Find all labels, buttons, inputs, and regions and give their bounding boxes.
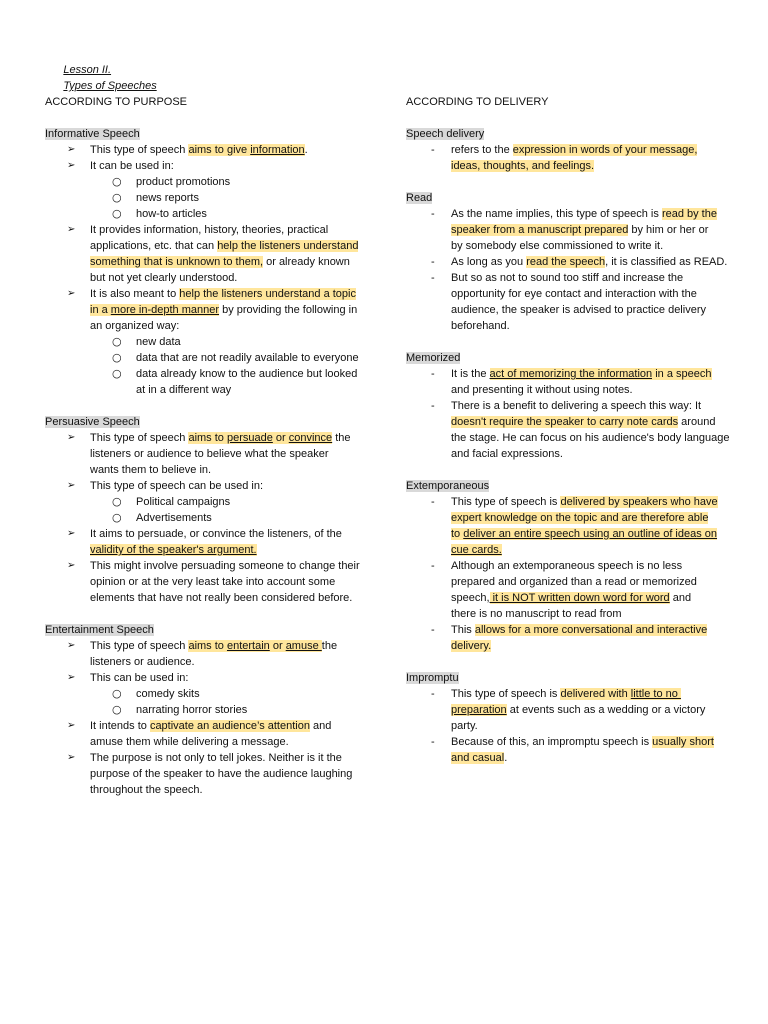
text-line — [451, 206, 746, 222]
text-line — [90, 462, 385, 478]
column-according-to-delivery — [406, 94, 746, 782]
section-title-row — [406, 126, 746, 142]
section-title: Read — [406, 192, 433, 204]
text-line — [451, 366, 746, 382]
text-segment: speech, — [451, 592, 490, 604]
highlighted-text: in a speech — [652, 368, 712, 380]
highlighted-underlined-text: convince — [288, 432, 333, 444]
bullet-item — [406, 398, 746, 462]
section-title-row — [406, 478, 746, 494]
text-line — [451, 526, 746, 542]
text-segment: news reports — [136, 192, 199, 204]
section-title: Entertainment Speech — [45, 624, 154, 636]
text-segment: The purpose is not only to tell jokes. Neither is it the — [90, 752, 342, 764]
text-segment: Political campaigns — [136, 496, 231, 508]
highlighted-text: speaker from a manuscript prepared — [451, 224, 629, 236]
dash-bullet-icon: - — [431, 736, 435, 748]
bullet-item — [45, 510, 385, 526]
text-line — [451, 254, 746, 270]
circle-bullet-icon: ○ — [112, 175, 122, 188]
highlighted-text: aims to — [188, 432, 227, 444]
text-segment: As the name implies, this type of speech is — [451, 208, 662, 220]
text-line — [90, 638, 385, 654]
dash-bullet-icon: - — [431, 624, 435, 636]
dash-bullet-icon: - — [431, 272, 435, 284]
circle-bullet-icon: ○ — [112, 207, 122, 220]
text-segment: elements that have not really been considered before. — [90, 592, 353, 604]
section-title-row — [45, 126, 385, 142]
text-line — [90, 238, 385, 254]
bullet-item — [45, 334, 385, 350]
highlighted-text: delivery. — [451, 640, 492, 652]
text-segment: refers to the — [451, 144, 513, 156]
text-line — [90, 670, 385, 686]
text-segment: the — [332, 432, 351, 444]
bullet-item — [406, 142, 746, 174]
text-line — [451, 270, 746, 286]
text-line — [136, 350, 385, 366]
column-heading: ACCORDING TO PURPOSE — [45, 96, 188, 108]
text-line — [90, 318, 385, 334]
text-segment: an organized way: — [90, 320, 180, 332]
text-segment: purpose of the speaker to have the audience laughing — [90, 768, 353, 780]
text-line — [90, 446, 385, 462]
text-line — [451, 286, 746, 302]
section-title: Speech delivery — [406, 128, 485, 140]
circle-bullet-icon: ○ — [112, 511, 122, 524]
bullet-item — [45, 494, 385, 510]
text-segment: But so as not to sound too stiff and increase the — [451, 272, 684, 284]
section-title: Persuasive Speech — [45, 416, 140, 428]
text-line — [136, 702, 385, 718]
text-line — [451, 686, 746, 702]
text-line — [90, 142, 385, 158]
dash-bullet-icon: - — [431, 208, 435, 220]
text-segment: audience, the speaker is advised to practice delivery — [451, 304, 706, 316]
text-line — [136, 334, 385, 350]
text-line — [451, 158, 746, 174]
arrow-bullet-icon: ➢ — [67, 752, 76, 763]
bullet-item — [45, 558, 385, 606]
section-informative-speech — [45, 126, 385, 398]
section-title-row — [406, 190, 746, 206]
highlighted-text: and casual — [451, 752, 505, 764]
arrow-bullet-icon: ➢ — [67, 480, 76, 491]
text-segment: . — [304, 144, 308, 156]
section-title-row — [406, 350, 746, 366]
section-impromptu — [406, 670, 746, 766]
highlighted-text: read by the — [661, 208, 717, 220]
text-line — [451, 510, 746, 526]
arrow-bullet-icon: ➢ — [67, 288, 76, 299]
text-segment: It is also meant to — [90, 288, 180, 300]
text-line — [451, 606, 746, 622]
highlighted-text: or — [272, 432, 289, 444]
bullet-item — [45, 638, 385, 670]
bullet-item — [45, 750, 385, 798]
circle-bullet-icon: ○ — [112, 703, 122, 716]
document-page — [0, 46, 768, 1006]
text-segment: There is a benefit to delivering a speech this way: It — [451, 400, 702, 412]
section-title: Impromptu — [406, 672, 459, 684]
text-line — [451, 718, 746, 734]
bullet-item — [45, 174, 385, 190]
circle-bullet-icon: ○ — [112, 687, 122, 700]
dash-bullet-icon: - — [431, 560, 435, 572]
text-segment: It can be used in: — [90, 160, 174, 172]
circle-bullet-icon: ○ — [112, 351, 122, 364]
bullet-item — [406, 206, 746, 254]
text-line — [136, 494, 385, 510]
text-segment: applications, etc. that can — [90, 240, 218, 252]
bullet-item — [45, 350, 385, 366]
text-line — [451, 542, 746, 558]
text-segment: Although an extemporaneous speech is no less — [451, 560, 683, 572]
text-line — [451, 574, 746, 590]
text-segment: amuse them while delivering a message. — [90, 736, 289, 748]
bullet-item — [45, 526, 385, 558]
dash-bullet-icon: - — [431, 400, 435, 412]
text-segment: by providing the following in — [219, 304, 358, 316]
highlighted-underlined-text: cue cards. — [451, 544, 502, 556]
text-line — [451, 734, 746, 750]
text-segment: This might involve persuading someone to change their — [90, 560, 360, 572]
text-segment: data already know to the audience but looked — [136, 368, 358, 380]
text-line — [451, 398, 746, 414]
highlighted-underlined-text: preparation — [451, 704, 507, 716]
text-line — [90, 430, 385, 446]
bullet-item — [45, 190, 385, 206]
text-line — [451, 318, 746, 334]
highlighted-text: doesn't require the speaker to carry note cards — [451, 416, 679, 428]
highlighted-underlined-text: it is NOT written down word for word — [489, 592, 670, 604]
text-segment: at in a different way — [136, 384, 232, 396]
dash-bullet-icon: - — [431, 368, 435, 380]
text-segment: product promotions — [136, 176, 231, 188]
highlighted-text: read the speech — [526, 256, 606, 268]
text-segment: prepared and organized than a read or memorized — [451, 576, 697, 588]
text-segment: and — [669, 592, 692, 604]
text-segment: there is no manuscript to read from — [451, 608, 622, 620]
text-segment: As long as you — [451, 256, 527, 268]
highlighted-text: aims to — [188, 640, 227, 652]
text-line — [451, 750, 746, 766]
bullet-item — [45, 718, 385, 750]
text-segment: It provides information, history, theories, practical — [90, 224, 329, 236]
arrow-bullet-icon: ➢ — [67, 672, 76, 683]
bullet-item — [45, 430, 385, 478]
highlighted-text: delivered by speakers who have — [560, 496, 718, 508]
text-line — [90, 734, 385, 750]
arrow-bullet-icon: ➢ — [67, 432, 76, 443]
highlighted-text: something that is unknown to them, — [90, 256, 264, 268]
text-line — [451, 494, 746, 510]
text-segment: by somebody else commissioned to write it. — [451, 240, 664, 252]
bullet-item — [406, 494, 746, 558]
arrow-bullet-icon: ➢ — [67, 640, 76, 651]
dash-bullet-icon: - — [431, 144, 435, 156]
text-segment: Because of this, an impromptu speech is — [451, 736, 653, 748]
bullet-item — [406, 734, 746, 766]
text-segment: the — [321, 640, 338, 652]
bullet-item — [406, 622, 746, 654]
bullet-item — [406, 686, 746, 734]
section-entertainment-speech — [45, 622, 385, 798]
text-line — [90, 766, 385, 782]
text-line — [90, 782, 385, 798]
text-segment: but not yet clearly understood. — [90, 272, 238, 284]
text-line — [451, 702, 746, 718]
text-line — [451, 142, 746, 158]
text-segment: opportunity for eye contact and interaction with the — [451, 288, 697, 300]
text-line — [136, 190, 385, 206]
text-segment: how-to articles — [136, 208, 207, 220]
section-title: Memorized — [406, 352, 461, 364]
text-line — [90, 254, 385, 270]
text-segment: wants them to believe in. — [90, 464, 212, 476]
text-segment: beforehand. — [451, 320, 510, 332]
bullet-item — [45, 286, 385, 334]
highlighted-underlined-text: amuse — [285, 640, 322, 652]
text-segment: at events such as a wedding or a victory — [506, 704, 706, 716]
bullet-item — [45, 142, 385, 158]
bullet-item — [45, 206, 385, 222]
circle-bullet-icon: ○ — [112, 191, 122, 204]
text-line — [136, 174, 385, 190]
text-line — [90, 590, 385, 606]
text-segment: comedy skits — [136, 688, 200, 700]
text-segment: It is the — [451, 368, 490, 380]
text-line — [136, 686, 385, 702]
text-line — [90, 558, 385, 574]
highlighted-underlined-text: act of memorizing the information — [489, 368, 653, 380]
highlighted-text: allows for a more conversational and interactive — [474, 624, 708, 636]
bullet-item — [45, 670, 385, 686]
text-segment: the stage. He can focus on his audience's body language — [451, 432, 730, 444]
bullet-item — [45, 222, 385, 286]
text-segment: listeners or audience to believe what the speaker — [90, 448, 329, 460]
arrow-bullet-icon: ➢ — [67, 144, 76, 155]
text-segment: narrating horror stories — [136, 704, 248, 716]
lesson-topic: Types of Speeches — [63, 80, 157, 92]
text-line — [451, 238, 746, 254]
highlighted-text: expert knowledge on the topic and are therefore able — [451, 512, 709, 524]
text-segment: around — [678, 416, 716, 428]
text-segment: throughout the speech. — [90, 784, 203, 796]
text-line — [451, 622, 746, 638]
bullet-item — [406, 270, 746, 334]
text-line — [451, 558, 746, 574]
text-segment: This type of speech — [90, 144, 189, 156]
highlighted-text: or — [269, 640, 286, 652]
section-read — [406, 190, 746, 334]
section-memorized — [406, 350, 746, 462]
circle-bullet-icon: ○ — [112, 367, 122, 380]
section-title: Informative Speech — [45, 128, 140, 140]
bullet-item — [406, 558, 746, 622]
text-line — [90, 718, 385, 734]
bullet-item — [406, 254, 746, 270]
text-segment: party. — [451, 720, 478, 732]
column-according-to-purpose — [45, 94, 385, 814]
highlighted-text: in a — [90, 304, 111, 316]
section-title-row — [45, 414, 385, 430]
text-segment: This can be used in: — [90, 672, 189, 684]
text-segment: and presenting it without using notes. — [451, 384, 633, 396]
highlighted-text: to — [451, 528, 464, 540]
text-line — [451, 302, 746, 318]
bullet-item — [406, 366, 746, 398]
column-heading: ACCORDING TO DELIVERY — [406, 96, 549, 108]
text-line — [90, 286, 385, 302]
highlighted-underlined-text: entertain — [226, 640, 270, 652]
highlighted-text: help the listeners understand a topic — [179, 288, 356, 300]
section-title: Extemporaneous — [406, 480, 490, 492]
highlighted-text: usually short — [652, 736, 714, 748]
text-line — [90, 526, 385, 542]
arrow-bullet-icon: ➢ — [67, 224, 76, 235]
text-segment: Advertisements — [136, 512, 212, 524]
dash-bullet-icon: - — [431, 688, 435, 700]
highlighted-text: ideas, thoughts, and feelings. — [451, 160, 595, 172]
text-line — [451, 590, 746, 606]
text-segment: It intends to — [90, 720, 150, 732]
section-persuasive-speech — [45, 414, 385, 606]
arrow-bullet-icon: ➢ — [67, 560, 76, 571]
text-line — [90, 478, 385, 494]
lesson-number: Lesson II. — [63, 64, 112, 76]
text-line — [451, 414, 746, 430]
text-segment: This type of speech is — [451, 496, 561, 508]
text-segment: by him or her or — [628, 224, 709, 236]
bullet-item — [45, 686, 385, 702]
highlighted-text: expression in words of your message, — [512, 144, 698, 156]
highlighted-underlined-text: persuade — [226, 432, 273, 444]
text-line — [90, 270, 385, 286]
text-line — [451, 446, 746, 462]
text-segment: It aims to persuade, or convince the listeners, of the — [90, 528, 342, 540]
bullet-item — [45, 158, 385, 174]
text-line — [451, 430, 746, 446]
text-segment: This — [451, 624, 475, 636]
bullet-item — [45, 702, 385, 718]
text-line — [136, 510, 385, 526]
text-line — [90, 222, 385, 238]
highlighted-text: delivered with — [560, 688, 631, 700]
highlighted-text: help the listeners understand — [217, 240, 359, 252]
text-line — [90, 542, 385, 558]
circle-bullet-icon: ○ — [112, 335, 122, 348]
text-segment: This type of speech — [90, 432, 189, 444]
text-segment: This type of speech can be used in: — [90, 480, 264, 492]
highlighted-underlined-text: deliver an entire speech using an outline of ideas on — [463, 528, 718, 540]
text-segment: and facial expressions. — [451, 448, 563, 460]
section-extemporaneous — [406, 478, 746, 654]
highlighted-text: aims to give — [188, 144, 251, 156]
text-segment: listeners or audience. — [90, 656, 195, 668]
text-segment: opinion or at the very least take into account some — [90, 576, 336, 588]
text-line — [136, 366, 385, 382]
dash-bullet-icon: - — [431, 496, 435, 508]
arrow-bullet-icon: ➢ — [67, 160, 76, 171]
text-line — [451, 638, 746, 654]
arrow-bullet-icon: ➢ — [67, 528, 76, 539]
text-segment: data that are not readily available to everyone — [136, 352, 359, 364]
bullet-item — [45, 366, 385, 398]
circle-bullet-icon: ○ — [112, 495, 122, 508]
text-line — [90, 750, 385, 766]
text-segment: This type of speech — [90, 640, 189, 652]
text-line — [136, 382, 385, 398]
arrow-bullet-icon: ➢ — [67, 720, 76, 731]
text-line — [451, 382, 746, 398]
highlighted-text: captivate an audience’s attention — [149, 720, 310, 732]
bullet-item — [45, 478, 385, 494]
text-segment: or already known — [263, 256, 350, 268]
text-segment: and — [309, 720, 332, 732]
text-segment: This type of speech is — [451, 688, 561, 700]
highlighted-underlined-text: information — [250, 144, 305, 156]
highlighted-underlined-text: more in-depth manner — [110, 304, 220, 316]
text-line — [451, 222, 746, 238]
text-segment: , it is classified as READ. — [605, 256, 728, 268]
lesson-header — [45, 46, 157, 92]
text-segment: . — [504, 752, 508, 764]
dash-bullet-icon: - — [431, 256, 435, 268]
highlighted-underlined-text: validity of the speaker's argument. — [90, 544, 257, 556]
text-line — [90, 302, 385, 318]
text-segment: new data — [136, 336, 181, 348]
text-line — [90, 158, 385, 174]
section-title-row — [406, 670, 746, 686]
lesson-number-line — [45, 46, 157, 76]
text-line — [90, 654, 385, 670]
highlighted-underlined-text: little to no — [630, 688, 681, 700]
text-line — [136, 206, 385, 222]
section-title-row — [45, 622, 385, 638]
section-speech-delivery — [406, 126, 746, 174]
text-line — [90, 574, 385, 590]
